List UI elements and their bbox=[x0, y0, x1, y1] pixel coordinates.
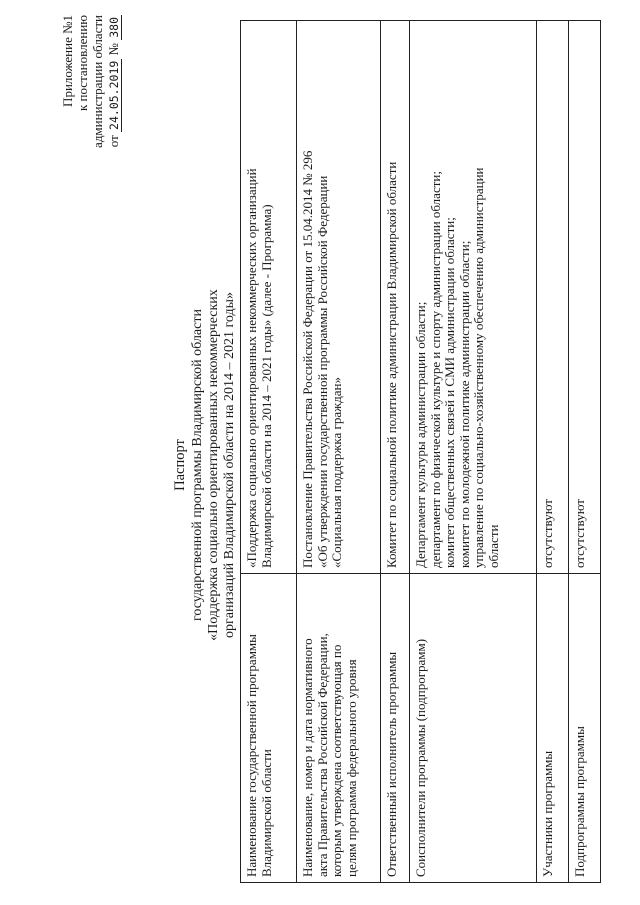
table-row bbox=[569, 21, 601, 883]
date-prefix: от bbox=[106, 135, 121, 148]
passport-table bbox=[240, 20, 601, 883]
row-value bbox=[297, 21, 381, 574]
value-line: Постановление Правительства Российской Федерации от 15.04.2014 № 296 bbox=[300, 150, 315, 568]
row-label bbox=[297, 574, 381, 883]
label-line: Участники программы bbox=[540, 750, 555, 877]
label-line: Ответственный исполнитель программы bbox=[384, 651, 399, 877]
label-line: Владимирской области bbox=[258, 749, 274, 877]
value-line: Департамент культуры администрации области; bbox=[413, 301, 428, 568]
row-value bbox=[241, 21, 297, 574]
label-line: Подпрограммы программы bbox=[572, 726, 587, 877]
table-row bbox=[410, 21, 537, 883]
value-line: «Социальная поддержка граждан» bbox=[329, 377, 344, 568]
appendix-line-3: администрации области bbox=[90, 15, 105, 148]
value-line: Владимирской области на 2014 – 2021 годы» (далее - Программа) bbox=[258, 204, 274, 568]
heading-line-2: государственной программы Владимирской области bbox=[190, 309, 205, 621]
row-label bbox=[410, 574, 537, 883]
row-label bbox=[381, 574, 410, 883]
decree-date: 24.05.2019 bbox=[107, 60, 121, 130]
value-line: «Об утверждении государственной программы Российской Федерации bbox=[314, 175, 330, 568]
table-row bbox=[537, 21, 569, 883]
label-line: которым утверждена соответствующая по bbox=[329, 644, 344, 877]
passport-heading bbox=[172, 175, 238, 755]
row-value bbox=[381, 21, 410, 574]
value-line: отсутствуют bbox=[572, 499, 587, 568]
table-row bbox=[381, 21, 410, 883]
row-label bbox=[537, 574, 569, 883]
value-line: отсутствуют bbox=[540, 499, 555, 568]
label-line: Наименование государственной программы bbox=[244, 634, 259, 877]
value-line: департамент по физической культуре и спорту администрации области; bbox=[427, 171, 443, 568]
value-line: «Поддержка социально ориентированных некоммерческих организаций bbox=[244, 168, 259, 568]
row-value bbox=[569, 21, 601, 574]
row-label bbox=[569, 574, 601, 883]
appendix-date-line bbox=[106, 15, 122, 160]
label-line: Соисполнители программы (подпрограмм) bbox=[413, 638, 428, 877]
row-value bbox=[537, 21, 569, 574]
label-line: целям программа федерального уровня bbox=[343, 659, 359, 877]
heading-line-3: «Поддержка социально ориентированных некоммерческих bbox=[206, 289, 221, 641]
table-row bbox=[241, 21, 297, 883]
value-line: комитет по молодежной политике администрации области; bbox=[456, 240, 472, 568]
row-value bbox=[410, 21, 537, 574]
heading-line-4: организаций Владимирской области на 2014 – 2021 годы» bbox=[222, 292, 237, 638]
passport-title: Паспорт bbox=[172, 439, 188, 491]
value-line: области bbox=[485, 524, 501, 568]
value-line: управление по социально-хозяйственному обеспечению администрации bbox=[471, 167, 486, 568]
appendix-block bbox=[60, 15, 122, 160]
appendix-line-2: к постановлению bbox=[75, 15, 90, 112]
label-line: акта Правительства Российской Федерации, bbox=[314, 633, 330, 877]
number-prefix: № bbox=[106, 43, 121, 56]
decree-number: 380 bbox=[107, 17, 121, 38]
label-line: Наименование, номер и дата нормативного bbox=[300, 638, 315, 877]
value-line: Комитет по социальной политике администрации Владимирской области bbox=[384, 161, 399, 568]
appendix-title: Приложение №1 bbox=[60, 15, 75, 107]
table-row bbox=[297, 21, 381, 883]
row-label bbox=[241, 574, 297, 883]
value-line: комитет общественных связей и СМИ администрации области; bbox=[442, 217, 457, 568]
